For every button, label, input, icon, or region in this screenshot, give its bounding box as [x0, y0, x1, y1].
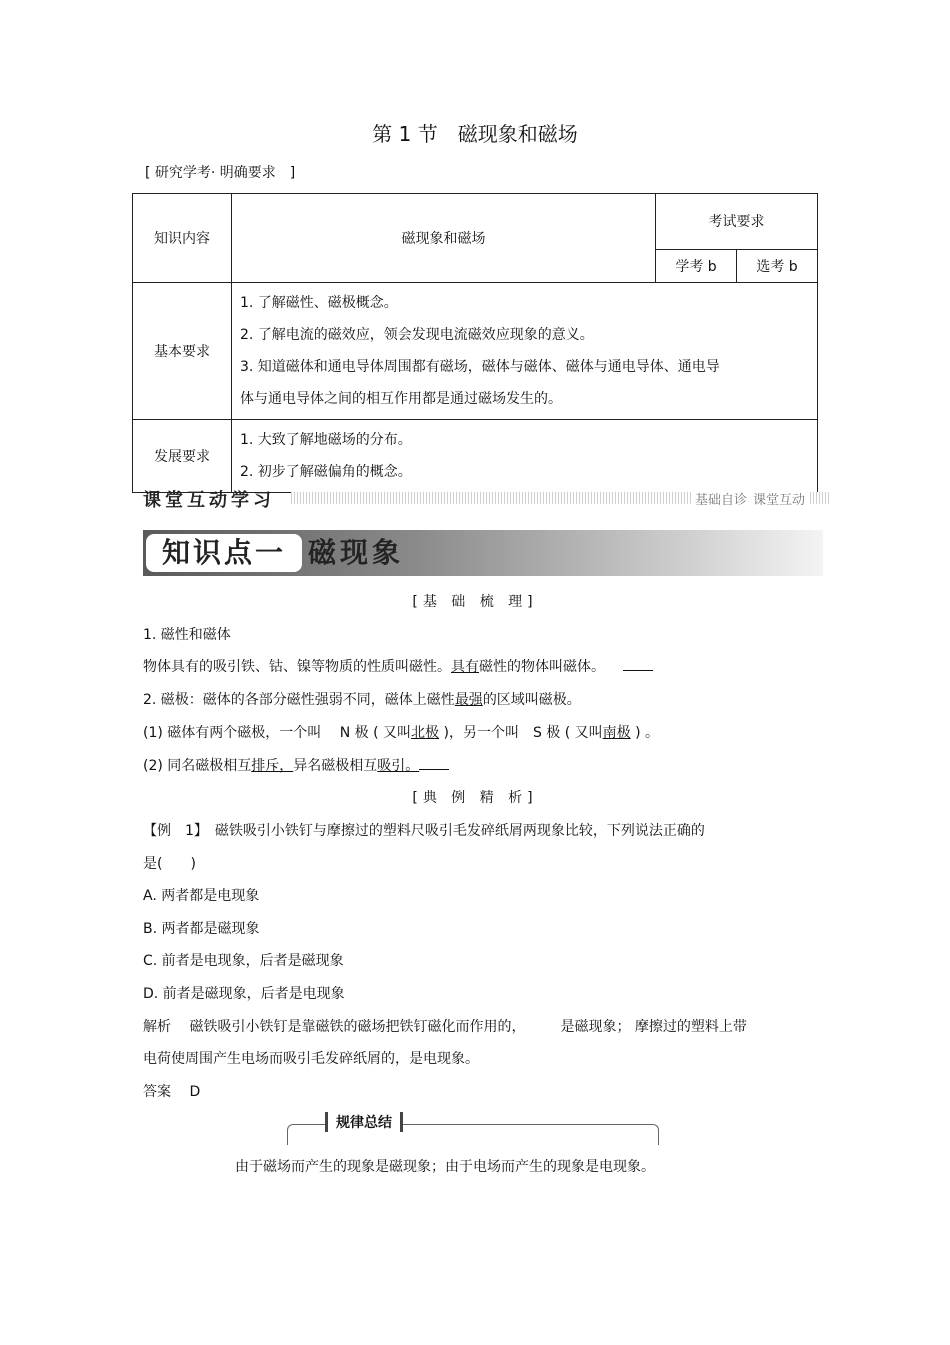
example-question-cont: 是( ) [143, 856, 196, 872]
header-exam-requirement: 考试要求 [656, 194, 818, 250]
analysis-text-cont: 电荷使周围产生电场而吸引毛发碎纸屑的，是电现象。 [143, 1051, 479, 1067]
option-a: A. 两者都是电现象 [143, 888, 260, 904]
point-1-text: 物体具有的吸引铁、钴、镍等物质的性质叫磁性。具有磁性的物体叫磁体。 [143, 656, 653, 676]
tag-class-interaction: 课堂互动 [753, 493, 806, 508]
row-label-basic: 基本要求 [133, 283, 232, 420]
basic-requirements-list [232, 283, 818, 420]
header-xuekao: 学考 b [656, 249, 737, 282]
knowledge-point-title: 磁现象 [308, 536, 405, 569]
section-subtitle: [ 研究学考· 明确要求 ] [145, 165, 296, 181]
development-requirements-list [232, 420, 818, 493]
tag-self-check: 基础自诊 [695, 493, 748, 508]
requirements-table [132, 193, 818, 493]
list-item: 3. 知道磁体和通电导体周围都有磁场，磁体与磁体、磁体与通电导体、通电导 [240, 359, 720, 375]
rule-summary-text: 由于磁场而产生的现象是磁现象；由于电场而产生的现象是电现象。 [235, 1159, 655, 1175]
basic-review-heading: [基 础 梳 理] [412, 594, 538, 610]
header-xuankao: 选考 b [737, 249, 818, 282]
header-knowledge: 知识内容 [133, 194, 232, 283]
rule-summary-frame [287, 1112, 659, 1144]
row-label-development: 发展要求 [133, 420, 232, 493]
list-item: 1. 了解磁性、磁极概念。 [240, 295, 398, 311]
list-item: 2. 了解电流的磁效应，领会发现电流磁效应现象的意义。 [240, 327, 594, 343]
page-title: 第 1 节 磁现象和磁场 [372, 122, 578, 146]
section-banner [143, 486, 823, 510]
section-banner-title: 课堂互动学习 [143, 490, 275, 511]
option-c: C. 前者是电现象，后者是磁现象 [143, 953, 344, 969]
example-analysis-heading: [典 例 精 析] [412, 790, 538, 806]
option-b: B. 两者都是磁现象 [143, 921, 260, 937]
header-topic: 磁现象和磁场 [232, 194, 656, 283]
point-2-text: 2. 磁极：磁体的各部分磁性强弱不同，磁体上磁性最强的区域叫磁极。 [143, 692, 581, 708]
point-1-heading: 1. 磁性和磁体 [143, 627, 231, 643]
example-question: 【例 1】 磁铁吸引小铁钉与摩擦过的塑料尺吸引毛发碎纸屑两现象比较，下列说法正确的 [143, 823, 705, 839]
list-item: 体与通电导体之间的相互作用都是通过磁场发生的。 [240, 391, 562, 407]
rule-summary-label: 规律总结 [325, 1112, 403, 1132]
analysis-text: 解析 磁铁吸引小铁钉是靠磁铁的磁场把铁钉磁化而作用的， 是磁现象； 摩擦过的塑料上带 [143, 1019, 747, 1035]
option-d: D. 前者是磁现象，后者是电现象 [143, 986, 345, 1002]
knowledge-point-label: 知识点一 [146, 534, 302, 572]
knowledge-point-banner [143, 530, 823, 576]
answer-text: 答案 D [143, 1084, 201, 1100]
point-2-1-text: (1) 磁体有两个磁极，一个叫 N 极 ( 又叫北极 )，另一个叫 S 极 ( 又叫南极 ) 。 [143, 725, 660, 741]
list-item: 2. 初步了解磁偏角的概念。 [240, 464, 412, 480]
point-2-2-text: (2) 同名磁极相互排斥，异名磁极相互吸引。 [143, 755, 449, 775]
section-banner-tags [691, 489, 809, 508]
list-item: 1. 大致了解地磁场的分布。 [240, 432, 412, 448]
